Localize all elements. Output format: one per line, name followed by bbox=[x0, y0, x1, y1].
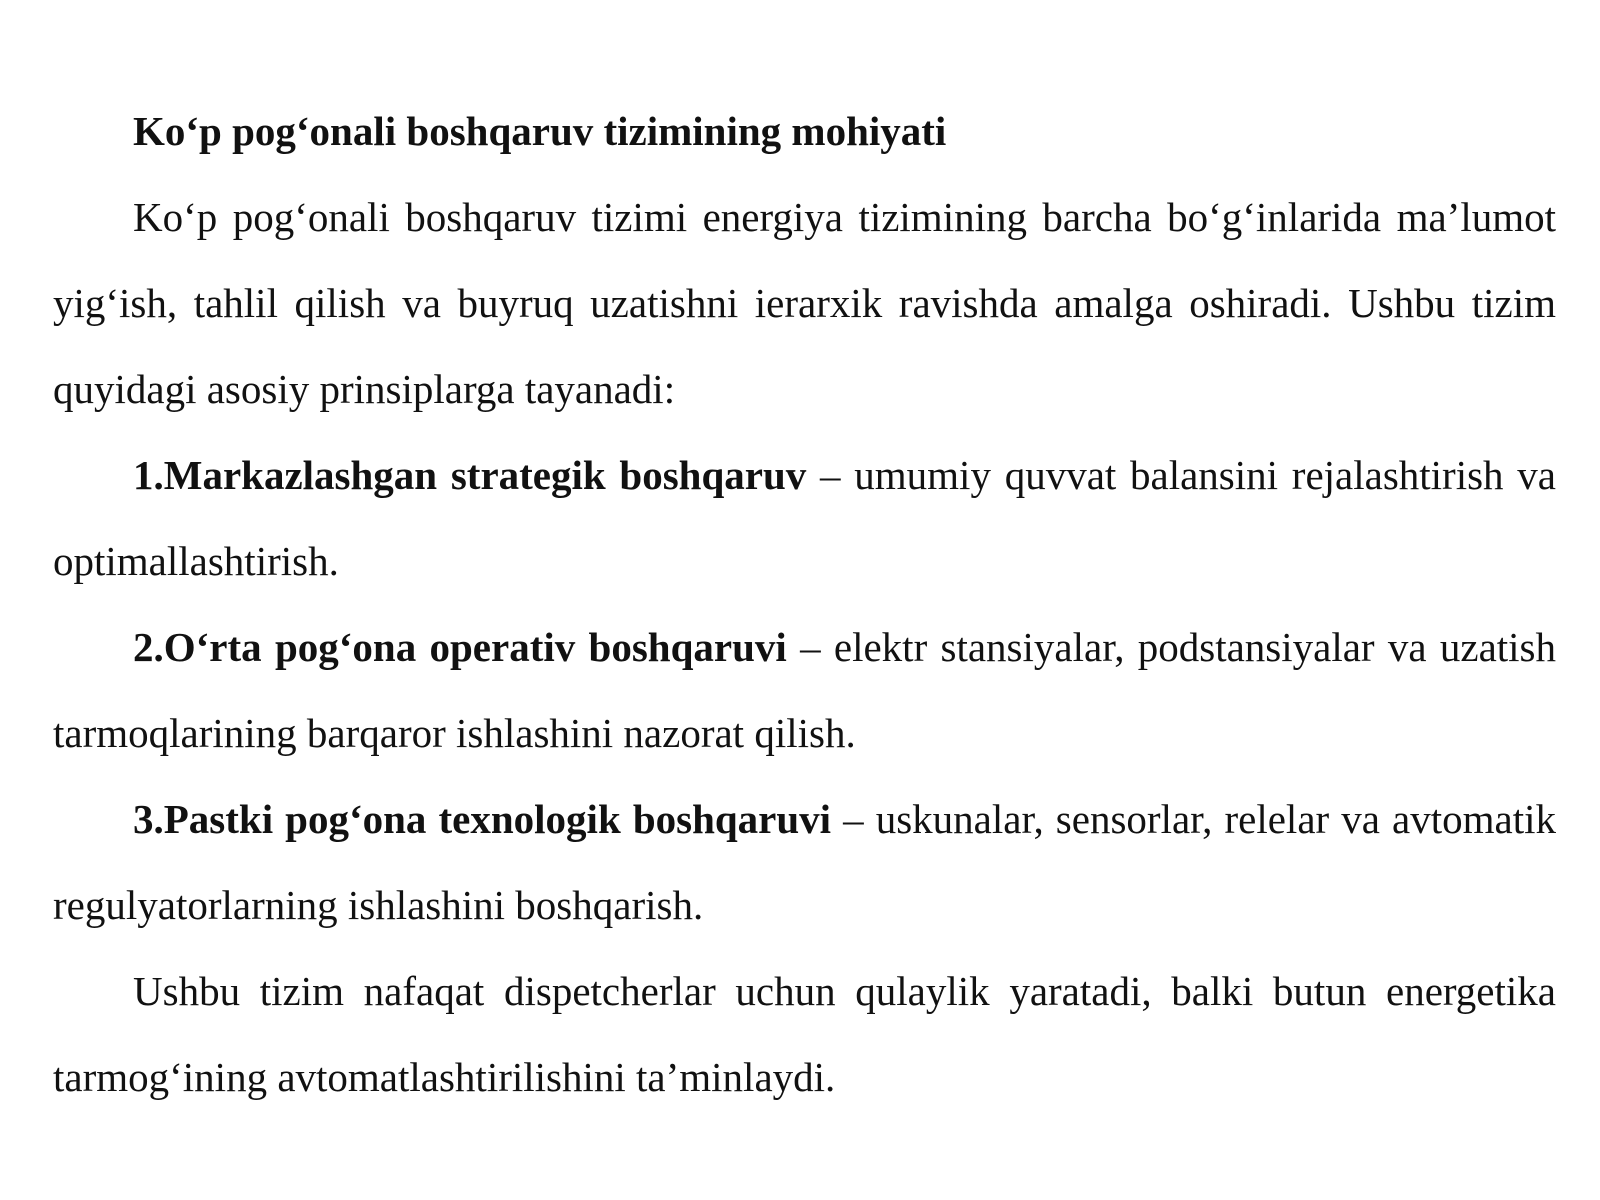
list-item-2-term: 2.O‘rta pog‘ona operativ boshqaruvi bbox=[133, 624, 787, 670]
list-item-2 bbox=[53, 604, 1556, 776]
intro-paragraph: Ko‘p pog‘onali boshqaruv tizimi energiya tizimining barcha bo‘g‘inlarida ma’lumot yig‘ish, tahlil qilish va buyruq uzatishni ierarxik ravishda amalga oshiradi. Ushbu tizim quyidagi asosiy prinsiplarga tayanadi: bbox=[53, 194, 1556, 412]
list-item-1-term: 1.Markazlashgan strategik boshqaruv bbox=[133, 452, 807, 498]
document-page bbox=[53, 88, 1556, 1120]
conclusion-paragraph: Ushbu tizim nafaqat dispetcherlar uchun qulaylik yaratadi, balki butun energetika tarmog‘ining avtomatlashtirilishini ta’minlaydi. bbox=[53, 968, 1556, 1100]
list-item-3-description: – uskunalar, sensorlar, relelar va avtomatik regulyatorlarning ishlashini boshqarish. bbox=[53, 796, 1556, 928]
section-heading: Ko‘p pog‘onali boshqaruv tizimining mohiyati bbox=[133, 108, 947, 154]
list-item-3 bbox=[53, 776, 1556, 948]
list-item-2-description: – elektr stansiyalar, podstansiyalar va uzatish tarmoqlarining barqaror ishlashini nazorat qilish. bbox=[53, 624, 1557, 756]
list-item-1-description: – umumiy quvvat balansini rejalashtirish va optimallashtirish. bbox=[53, 452, 1556, 584]
list-item-3-term: 3.Pastki pog‘ona texnologik boshqaruvi bbox=[133, 796, 832, 842]
list-item-1 bbox=[53, 432, 1556, 604]
